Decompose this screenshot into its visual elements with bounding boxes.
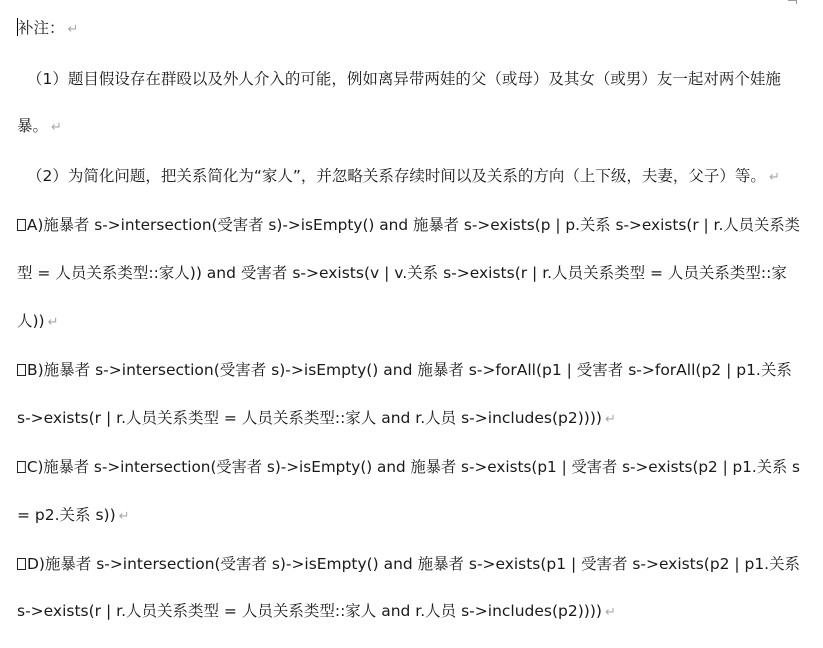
checkbox-icon[interactable] xyxy=(17,558,26,570)
note-title: 补注： xyxy=(18,19,65,37)
paragraph-mark: ↵ xyxy=(67,22,79,37)
option-c-line-1[interactable] xyxy=(17,457,800,477)
paragraph-mark: ↵ xyxy=(118,509,130,524)
option-text: = p2.关系 s)) xyxy=(17,506,116,524)
option-a-line-3[interactable] xyxy=(17,311,59,331)
paragraph-mark: ↵ xyxy=(47,315,59,330)
note-paragraph-1-line-1[interactable] xyxy=(27,69,781,89)
paragraph-mark: ↵ xyxy=(604,605,616,620)
paragraph-mark: ↵ xyxy=(51,120,62,135)
option-text: B)施暴者 s->intersection(受害者 s)->isEmpty() and 施暴者 s->forAll(p1 | 受害者 s->forAll(p2 | p1.关系 xyxy=(27,361,792,379)
option-a-line-2[interactable] xyxy=(17,263,787,283)
note-title-line[interactable] xyxy=(17,18,78,38)
option-c-line-2[interactable] xyxy=(17,505,130,525)
page-corner-mark xyxy=(788,0,797,4)
option-text: A)施暴者 s->intersection(受害者 s)->isEmpty() and 施暴者 s->exists(p | p.关系 s->exists(r | r.人员关系类 xyxy=(26,216,800,234)
option-text: C)施暴者 s->intersection(受害者 s)->isEmpty() and 施暴者 s->exists(p1 | 受害者 s->exists(p2 | p1.关系 s xyxy=(26,458,800,476)
checkbox-icon[interactable] xyxy=(17,461,26,473)
paragraph-text: （2）为简化问题，把关系简化为“家人”，并忽略关系存续时间以及关系的方向（上下级，夫妻，父子）等。 xyxy=(27,167,766,185)
note-paragraph-2-line-1[interactable] xyxy=(27,166,780,186)
paragraph-text: 暴。 xyxy=(17,117,49,135)
option-b-line-2[interactable] xyxy=(17,408,616,428)
note-paragraph-1-line-2[interactable] xyxy=(17,116,62,136)
paragraph-text: （1）题目假设存在群殴以及外人介入的可能，例如离异带两娃的父（或母）及其女（或男）友一起对两个娃施 xyxy=(27,70,781,88)
paragraph-mark: ↵ xyxy=(604,412,616,427)
paragraph-mark: ↵ xyxy=(768,170,780,185)
option-text: s->exists(r | r.人员关系类型 = 人员关系类型::家人 and r.人员 s->includes(p2)))) xyxy=(17,409,602,427)
option-text: 人)) xyxy=(17,312,45,330)
option-text: s->exists(r | r.人员关系类型 = 人员关系类型::家人 and r.人员 s->includes(p2)))) xyxy=(17,602,602,620)
option-d-line-2[interactable] xyxy=(17,601,616,621)
checkbox-icon[interactable] xyxy=(17,364,26,376)
checkbox-icon[interactable] xyxy=(17,219,26,231)
option-a-line-1[interactable] xyxy=(17,215,800,235)
option-text: 型 = 人员关系类型::家人)) and 受害者 s->exists(v | v.关系 s->exists(r | r.人员关系类型 = 人员关系类型::家 xyxy=(17,264,787,282)
option-b-line-1[interactable] xyxy=(17,360,792,380)
option-text: D)施暴者 s->intersection(受害者 s)->isEmpty() and 施暴者 s->exists(p1 | 受害者 s->exists(p2 | p1.关系 xyxy=(26,555,801,573)
option-d-line-1[interactable] xyxy=(17,554,800,574)
